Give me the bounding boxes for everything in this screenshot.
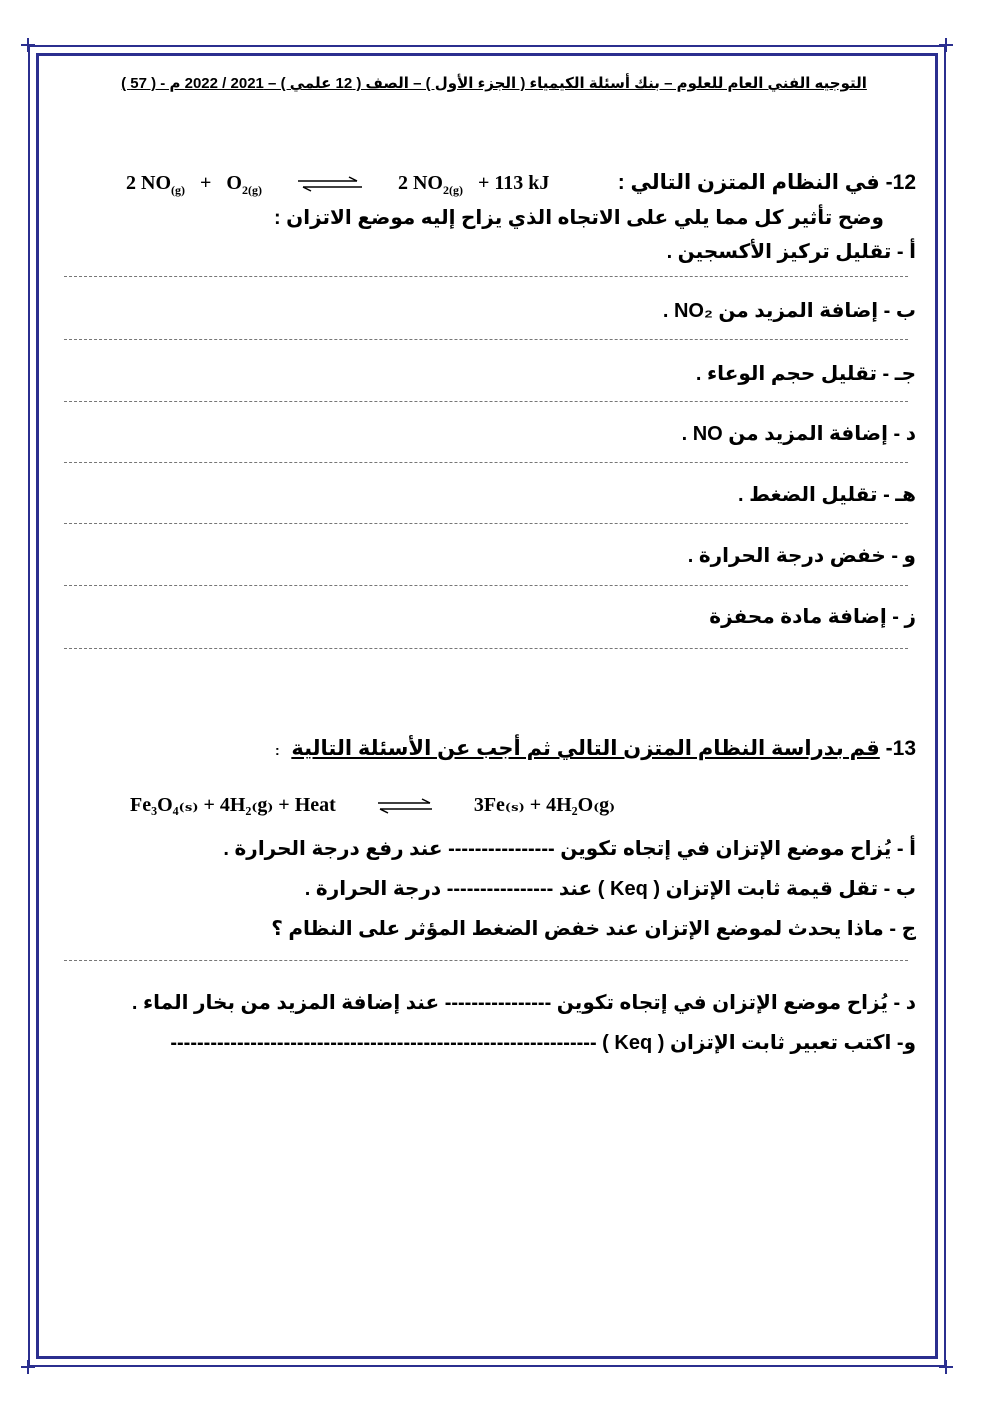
corner-ornament [21,1360,35,1374]
q13-number: 13- [885,737,916,760]
q13-item-b: ب - تقل قيمة ثابت الإتزان ( Keq ) عند ---------------- درجة الحرارة . [304,878,916,900]
equilibrium-arrow-icon [295,176,365,192]
corner-ornament [939,1360,953,1374]
answer-line [64,276,908,277]
q12-item-g: ز - إضافة مادة محفزة [709,606,916,628]
q13-heading [275,736,916,761]
q12-eq-reactant-no: 2 $NO_{(g)}$ [126,172,185,197]
answer-line [64,401,908,402]
q12-item-f: و - خفض درجة الحرارة . [687,545,916,567]
q13-equation [130,792,615,817]
page-header: التوجيه الفني العام للعلوم – بنك أسئلة الكيمياء ( الجزء الأول ) – الصف ( 12 علمي ) – 2021 / 2022 م - ( 57 ) [121,75,867,92]
answer-line [64,462,908,463]
corner-ornament [21,38,35,52]
answer-line [64,523,908,524]
q13-item-d: د - يُزاح موضع الإتزان في إتجاه تكوين ---------------- عند إضافة المزيد من بخار الماء . [131,992,916,1014]
answer-line [64,648,908,649]
q13-eq-reactants: Fe₃O₄₍ₛ₎ + 4H₂₍g₎ + Heat [130,794,336,816]
answer-line [64,339,908,340]
q12-eq-reactant-o2: $O_{2(g)}$ [226,172,262,197]
q12-title: 12- في النظام المتزن التالي : [617,171,916,194]
q12-instruction: وضح تأثير كل مما يلي على الاتجاه الذي يزاح إليه موضع الاتزان : [273,207,884,229]
q12-eq-plus: + [200,172,212,194]
q13-title: قم بدراسة النظام المتزن التالي ثم أجب عن الأسئلة التالية [291,737,880,760]
q12-item-e: هـ - تقليل الضغط . [737,484,916,506]
q12-eq-energy: + 113 kJ [477,172,550,194]
q12-eq-product-no2: 2 $NO_{2(g)}$ [397,172,463,197]
q13-eq-products: 3Fe₍ₛ₎ + 4H₂O₍g₎ [473,794,616,816]
q13-item-a: أ - يُزاح موضع الإتزان في إتجاه تكوين ---------------- عند رفع درجة الحرارة . [223,838,916,860]
corner-ornament [939,38,953,52]
equilibrium-arrow-icon [375,798,435,814]
q13-item-c: ج - ماذا يحدث لموضع الإتزان عند خفض الضغط المؤثر على النظام ؟ [271,918,916,940]
q12-equation [126,172,549,198]
answer-line [64,585,908,586]
q12-item-a: أ - تقليل تركيز الأكسجين . [666,241,916,263]
q13-item-e: و- اكتب تعبير ثابت الإتزان ( Keq ) ---------------------------------------------------------------- [170,1032,916,1054]
q12-item-c: جـ - تقليل حجم الوعاء . [695,363,916,385]
q12-item-d: د - إضافة المزيد من NO . [681,423,916,445]
q12-item-b: ب - إضافة المزيد من NO₂ . [662,300,916,322]
q13-title-colon: : [274,742,280,758]
answer-line [64,960,908,961]
